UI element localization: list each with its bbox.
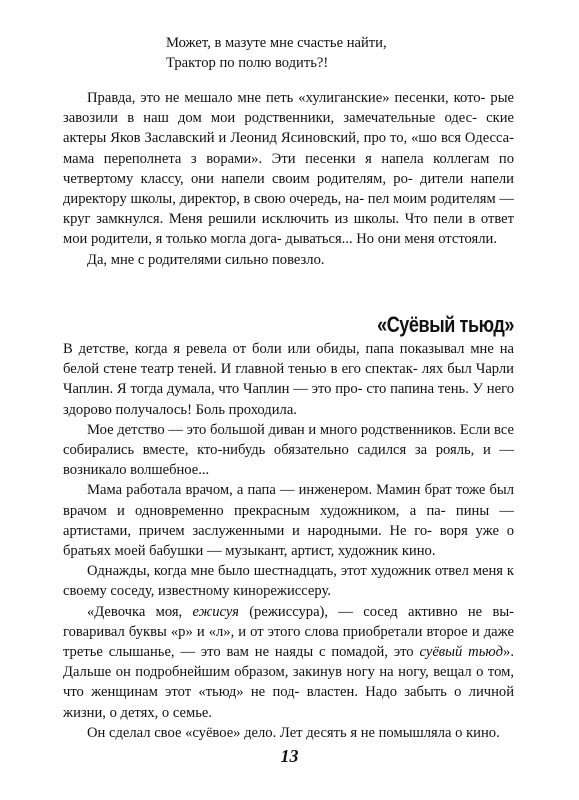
line: кино.	[466, 724, 500, 741]
paragraph	[63, 602, 514, 723]
line: Правда, это не мешало мне петь «хулиганские» песенки, кото-	[87, 90, 486, 106]
line: рые завозили в наш дом мои родственники, замечательные одес-	[63, 90, 514, 127]
paragraph	[63, 480, 514, 561]
verse-line: Трактор по полю водить?!	[166, 55, 329, 71]
text-run: ». Дальше он подробнейшим образом, закинув	[63, 644, 514, 681]
line: кино.	[401, 543, 436, 560]
italic-word: суёвый тьюд	[419, 644, 504, 661]
section-two	[63, 339, 514, 743]
line: воря уже о братьях моей бабушки — музыкант, артист, художник	[63, 522, 514, 560]
verse-epigraph	[166, 33, 387, 73]
line: дители напели директору школы, директор, в свою очередь, на-	[63, 170, 514, 208]
paragraph: Да, мне с родителями сильно повезло.	[87, 251, 325, 268]
line: меня к своему соседу, известному кинорежиссеру.	[63, 563, 514, 600]
verse-line: Может, в мазуте мне счастье найти,	[166, 35, 387, 51]
text-run: «Девочка моя,	[87, 603, 193, 620]
line: Однажды, когда мне было шестнадцать, этот художник отвел	[87, 563, 469, 580]
line: из школы. Что пели в ответ мои родители, я только могла дога-	[63, 211, 514, 248]
line: Мама работала врачом, а папа — инженером. Мамин брат	[87, 482, 452, 499]
line: вся Одесса-мама переполнета з ворами». Эти песенки я напела	[63, 130, 515, 167]
paragraph	[63, 339, 514, 420]
line: сто папина тень. У него здорово получалось! Боль проходила.	[63, 381, 515, 418]
line: тоже был врачом и одновременно прекрасным художником, а па-	[63, 482, 514, 519]
italic-word: ежисуя	[192, 603, 239, 620]
line: рояль, и — возникало волшебное...	[63, 442, 514, 479]
line: ногу на ногу, вещал о том, что женщинам этот «тьюд» не под-	[63, 664, 514, 701]
line: Он сделал свое «суёвое» дело. Лет десять я не помышляла о	[87, 724, 463, 741]
text-run: (режиссура), — сосед активно не вы-	[238, 603, 514, 620]
line: властен. Надо забыть о личной жизни, о детях, о семье.	[63, 684, 515, 721]
line: мне на белой стене театр теней. И главной тенью в его спектак-	[63, 341, 514, 378]
line: пины — артистами, причем заслуженными и народными. Не го-	[63, 502, 514, 539]
section-one	[63, 88, 514, 270]
line: лях был Чарли Чаплин. Я тогда думала, что Чаплин — это про-	[63, 361, 514, 398]
line: пел моим родителям — круг замкнулся. Меня решили исключить	[63, 191, 514, 228]
line: ские актеры Яков Заславский и Леонид Ясиновский, про то, «шо	[63, 110, 514, 147]
chapter-heading: «Суёвый тьюд»	[377, 312, 514, 337]
line: Если все собирались вместе, кто-нибудь обязательно садился за	[63, 421, 514, 459]
page-number: 13	[280, 746, 299, 766]
line: Мое детство — это большой диван и много родственников.	[87, 421, 457, 438]
line: говаривал буквы «р» и «л», и от этого слова приобретали второе	[63, 623, 468, 640]
line: и даже третье слышанье, — это вам не наяды с помадой, это	[63, 623, 514, 661]
line: В детстве, когда я ревела от боли или обиды, папа показывал	[63, 341, 465, 357]
line: дываться... Но они меня отстояли.	[285, 231, 497, 248]
paragraph	[63, 88, 514, 250]
paragraph	[63, 723, 514, 743]
paragraph	[63, 561, 514, 601]
paragraph	[63, 420, 514, 481]
line: коллегам по четвертому классу, они напели своим родителям, ро-	[63, 150, 515, 187]
